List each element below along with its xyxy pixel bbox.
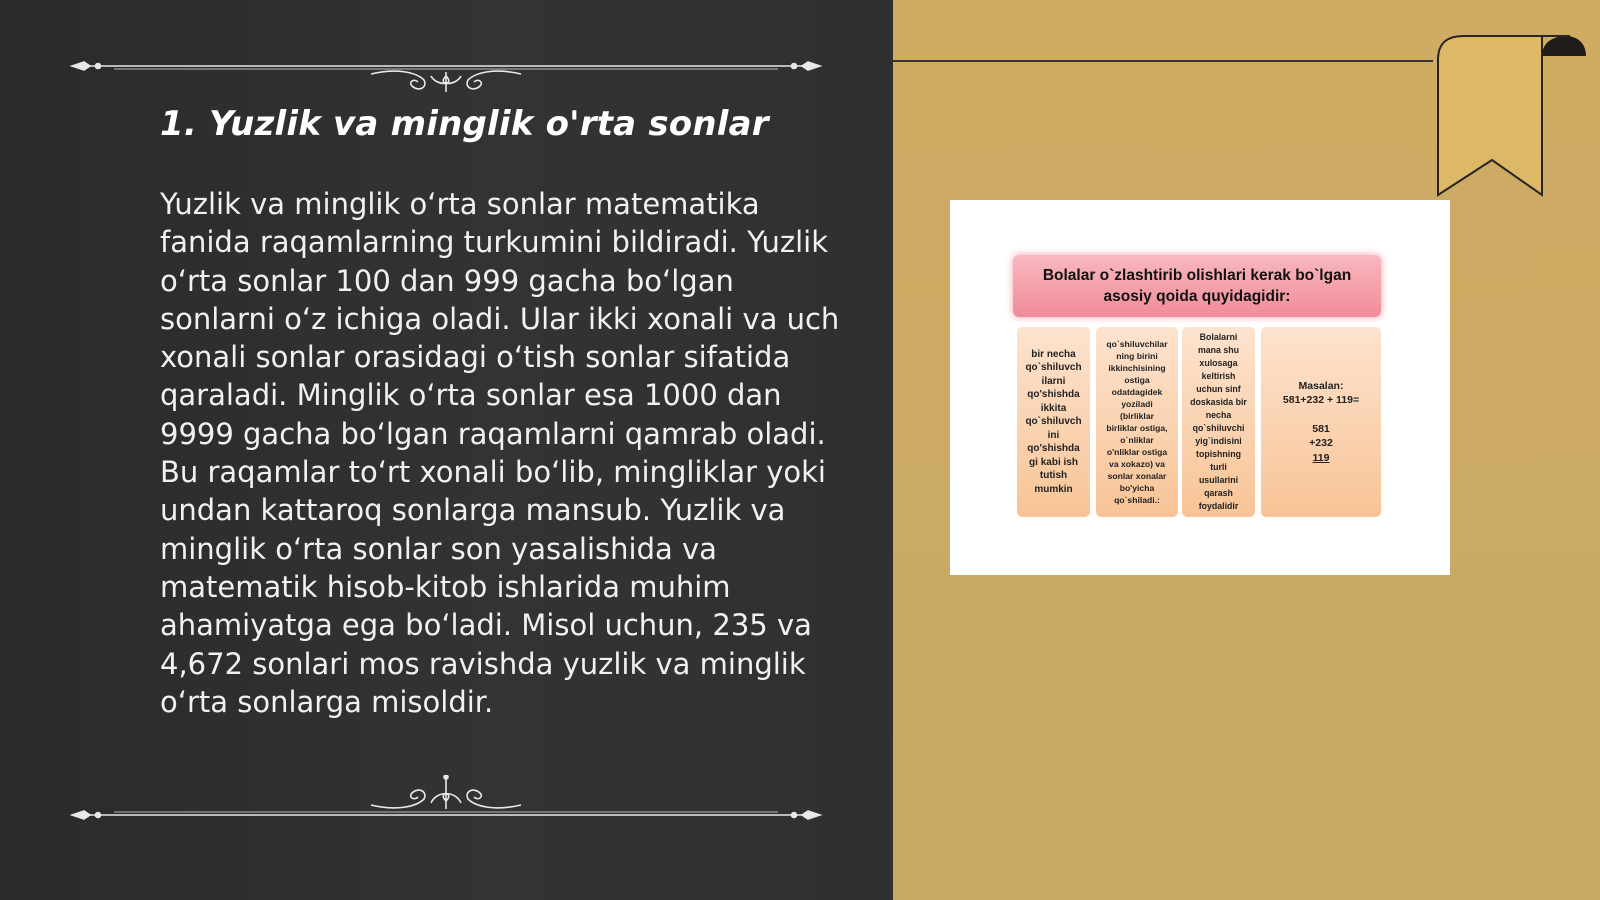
bottom-ornament-divider [66, 775, 826, 825]
top-ornament-divider [66, 42, 826, 92]
example-expression: 581+232 + 119= [1282, 394, 1360, 407]
header-rule-line [893, 60, 1433, 62]
body-paragraph: Yuzlik va minglik o‘rta sonlar matematika fanida raqamlarning turkumini bildiradi. Yuzlik o‘rta sonlar 100 dan 999 gacha bo‘lgan sonlarni o‘z ichiga oladi. Ular ikki xonali va uch xonali sonlar orasidagi o‘tish sonlar sifatida qaraladi. Minglik o‘rta sonlar esa 1000 dan 9999 gacha bo‘lgan raqamlarni qamrab oladi. Bu raqamlar to‘rt xonali bo‘lib, mingliklar yoki undan kattaroq sonlarga mansub. Yuzlik va minglik o‘rta sonlar son yasalishida va matematik hisob-kitob ishlarida muhim ahamiyatga ega bo‘ladi. Misol uchun, 235 va 4,672 sonlari mos ravishda yuzlik va minglik o‘rta sonlarga misoldir. [160, 187, 840, 719]
diagram-column-2: qo`shiluvchilar ning birini ikkinchisining ostiga odatdagidek yoziladi (birliklar birliklar ostiga, o`nliklar o'nliklar ostiga va xokazo) va sonlar xonalar bo'yicha qo`shiladi.: [1096, 327, 1178, 517]
example-label: Masalan: [1298, 379, 1344, 392]
bookmark-ribbon-icon [1430, 30, 1600, 205]
example-number-3: 119 [1312, 451, 1330, 464]
diagram-column-1: bir necha qo`shiluvch ilarni qo'shishda ikkita qo`shiluvch ini qo'shishda gi kabi ish tutish mumkin [1017, 327, 1090, 517]
example-number-1: 581 [1312, 422, 1330, 435]
slide-title: 1. Yuzlik va minglik o'rta sonlar [160, 104, 769, 144]
diagram-header: Bolalar o`zlashtirib olishlari kerak bo`lgan asosiy qoida quyidagidir: [1013, 255, 1381, 317]
diagram-column-3: Bolalarni mana shu xulosaga keltirish uchun sinf doskasida bir necha qo`shiluvchi yig`indisini topishning turli usullarini qarash foydalidir [1182, 327, 1255, 517]
diagram-column-example [1261, 327, 1381, 517]
example-number-2: +232 [1309, 437, 1333, 450]
rule-diagram-image [950, 200, 1450, 575]
